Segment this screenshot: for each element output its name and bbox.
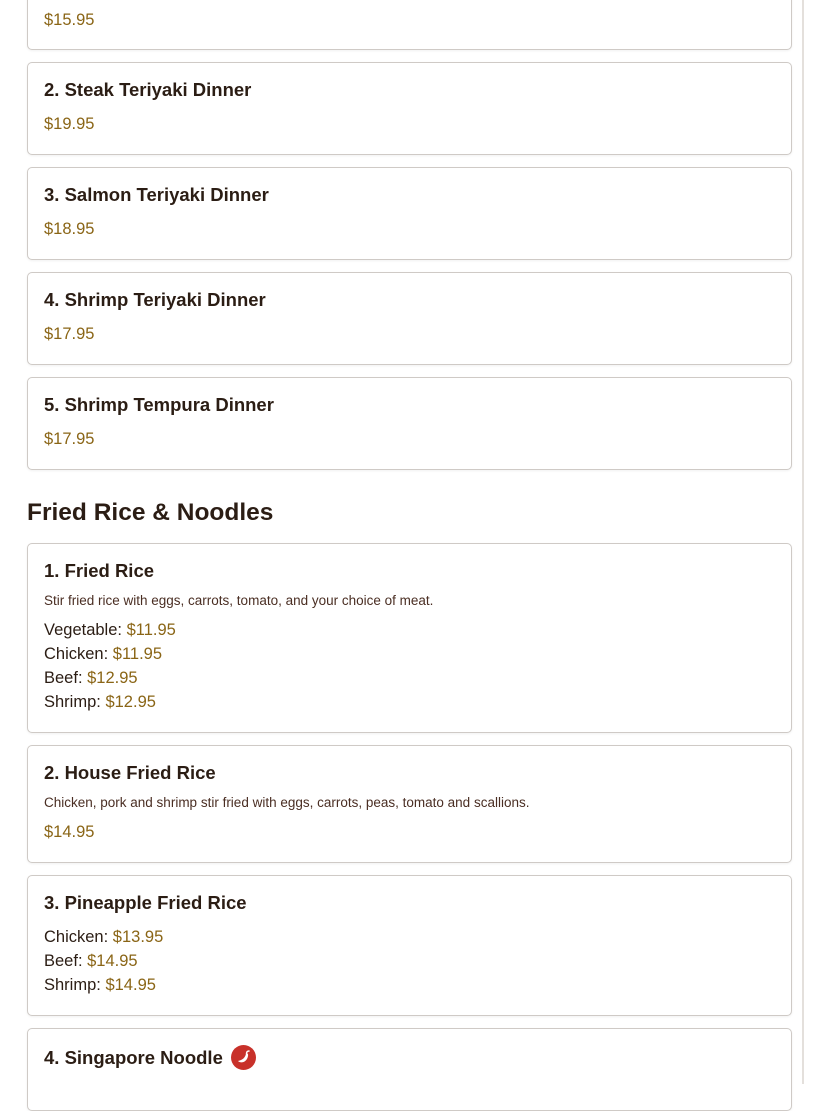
item-title: 3. Salmon Teriyaki Dinner bbox=[44, 184, 269, 205]
item-title: 2. House Fried Rice bbox=[44, 762, 216, 783]
variant-price: $14.95 bbox=[105, 976, 156, 994]
menu-item-card bbox=[27, 377, 792, 470]
variant-label: Chicken: bbox=[44, 928, 109, 946]
item-price: $14.95 bbox=[44, 823, 95, 841]
item-price: $19.95 bbox=[44, 115, 95, 133]
item-title: 1. Fried Rice bbox=[44, 560, 155, 581]
price-variant bbox=[44, 973, 775, 997]
menu-item-card bbox=[27, 1028, 792, 1111]
item-title: 2. Steak Teriyaki Dinner bbox=[44, 79, 252, 100]
menu-item-card bbox=[27, 62, 792, 155]
item-title: 3. Pineapple Fried Rice bbox=[44, 892, 247, 913]
item-description: Chicken, pork and shrimp stir fried with eggs, carrots, peas, tomato and scallions. bbox=[44, 795, 530, 810]
item-price: $15.95 bbox=[44, 11, 95, 29]
variant-label: Shrimp: bbox=[44, 693, 101, 711]
item-title-row bbox=[44, 1045, 775, 1070]
price-variant bbox=[44, 949, 775, 973]
item-title: 4. Shrimp Teriyaki Dinner bbox=[44, 289, 266, 310]
variant-label: Chicken: bbox=[44, 645, 109, 663]
menu-item-card bbox=[27, 167, 792, 260]
variant-price: $11.95 bbox=[126, 621, 176, 639]
menu-item-card bbox=[27, 745, 792, 863]
price-variant bbox=[44, 642, 775, 666]
variant-label: Beef: bbox=[44, 952, 83, 970]
variant-label: Beef: bbox=[44, 669, 83, 687]
variant-label: Vegetable: bbox=[44, 621, 122, 639]
variant-price: $12.95 bbox=[87, 669, 138, 687]
price-variant bbox=[44, 618, 775, 642]
price-variants bbox=[44, 925, 775, 997]
variant-price: $12.95 bbox=[105, 693, 156, 711]
price-variants bbox=[44, 618, 775, 714]
price-variant bbox=[44, 666, 775, 690]
variant-label: Shrimp: bbox=[44, 976, 101, 994]
item-price: $17.95 bbox=[44, 430, 95, 448]
variant-price: $14.95 bbox=[87, 952, 138, 970]
item-title: 5. Shrimp Tempura Dinner bbox=[44, 394, 274, 415]
menu-item-card bbox=[27, 0, 792, 50]
menu-item-card bbox=[27, 272, 792, 365]
item-price: $18.95 bbox=[44, 220, 95, 238]
variant-price: $13.95 bbox=[112, 928, 164, 946]
item-price: $17.95 bbox=[44, 325, 95, 343]
section-title: Fried Rice & Noodles bbox=[27, 499, 274, 526]
menu-item-card bbox=[27, 543, 792, 733]
item-description: Stir fried rice with eggs, carrots, tomato, and your choice of meat. bbox=[44, 593, 434, 608]
variant-price: $11.95 bbox=[112, 645, 163, 663]
price-variant bbox=[44, 925, 775, 949]
item-title: 4. Singapore Noodle bbox=[44, 1046, 223, 1068]
spicy-chili-icon bbox=[231, 1045, 256, 1070]
menu-item-card bbox=[27, 875, 792, 1016]
page-edge-divider bbox=[802, 0, 804, 1084]
price-variant bbox=[44, 690, 775, 714]
menu-content bbox=[27, 0, 792, 1111]
